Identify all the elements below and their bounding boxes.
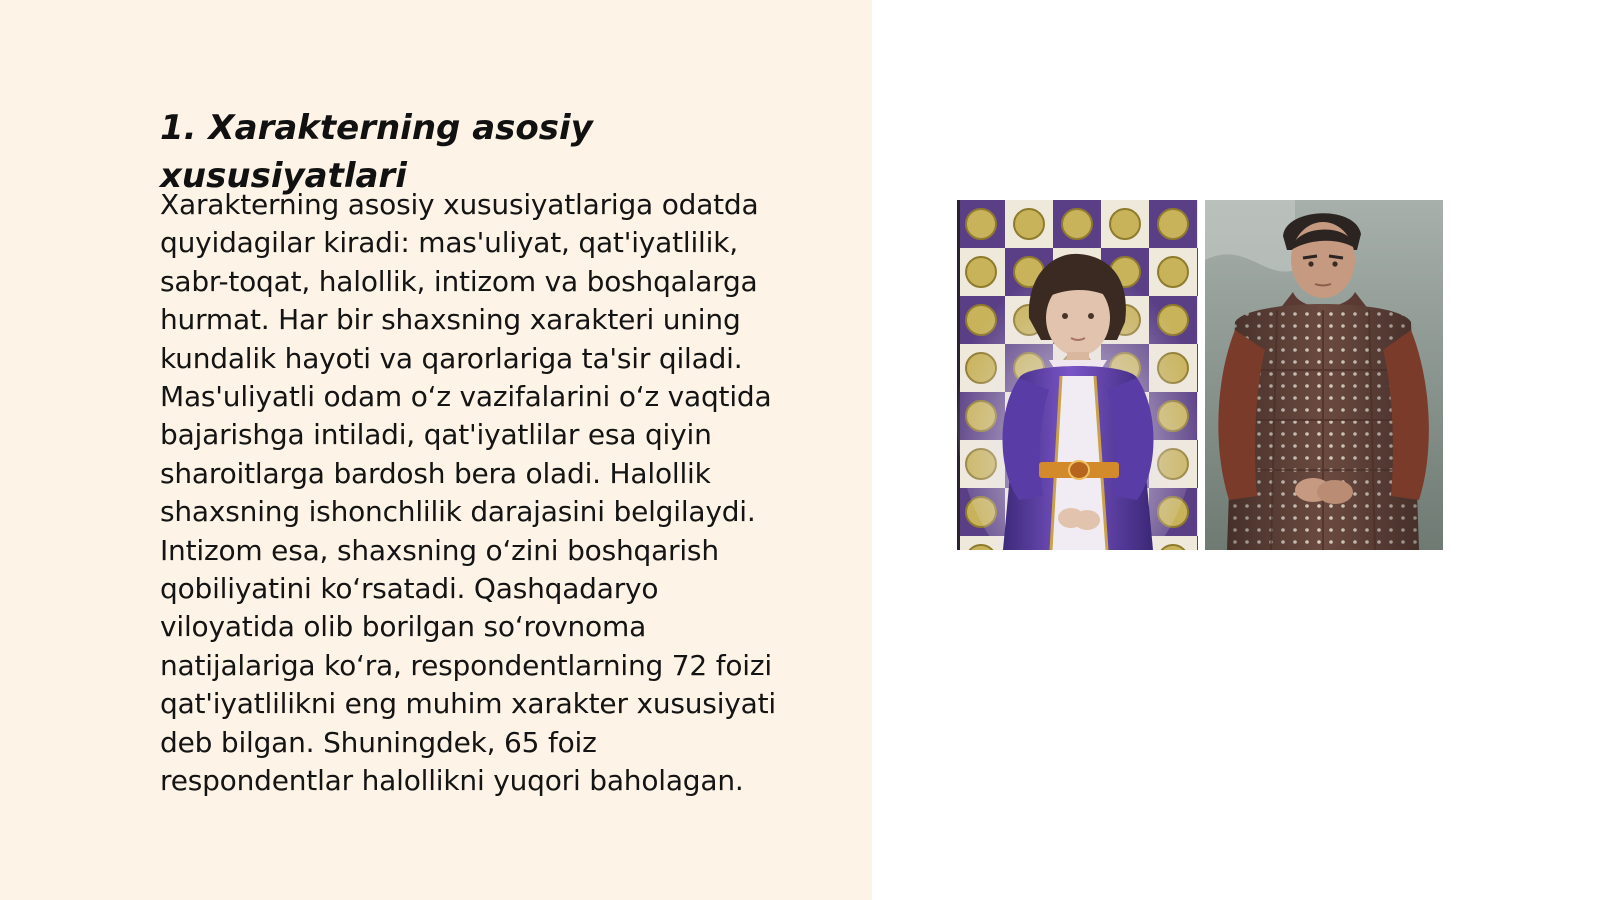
child-portrait-illustration — [957, 200, 1198, 550]
body-line: quyidagilar kiradi: mas'uliyat, qat'iyatlilik, — [160, 226, 738, 260]
body-line: bajarishga intiladi, qat'iyatlilar esa qiyin — [160, 418, 712, 452]
armored-man-portrait-image — [1205, 200, 1443, 550]
body-line: qobiliyatini ko‘rsatadi. Qashqadaryo — [160, 572, 659, 606]
body-paragraph — [160, 186, 840, 801]
body-line: sabr-toqat, halollik, intizom va boshqalarga — [160, 264, 758, 298]
body-line: kundalik hayoti va qarorlariga ta'sir qiladi. — [160, 341, 743, 375]
body-line: viloyatida olib borilgan so‘rovnoma — [160, 610, 647, 644]
body-line: qat'iyatlilikni eng muhim xarakter xususiyati — [160, 687, 776, 721]
body-line: sharoitlarga bardosh bera oladi. Halollik — [160, 456, 711, 490]
slide-title: 1. Xarakterning asosiy xususiyatlari — [160, 108, 593, 196]
body-line: Xarakterning asosiy xususiyatlariga odatda — [160, 188, 759, 221]
body-line: hurmat. Har bir shaxsning xarakteri uning — [160, 303, 741, 337]
body-line: shaxsning ishonchlilik darajasini belgilaydi. — [160, 495, 756, 529]
armored-man-illustration — [1205, 200, 1443, 550]
body-line: natijalariga ko‘ra, respondentlarning 72 foizi — [160, 648, 772, 682]
body-line: deb bilgan. Shuningdek, 65 foiz — [160, 725, 597, 759]
body-line: Intizom esa, shaxsning o‘zini boshqarish — [160, 533, 719, 567]
body-line: respondentlar halollikni yuqori baholagan. — [160, 764, 744, 798]
child-portrait-image — [957, 200, 1198, 550]
body-line: Mas'uliyatli odam o‘z vazifalarini o‘z vaqtida — [160, 380, 772, 414]
